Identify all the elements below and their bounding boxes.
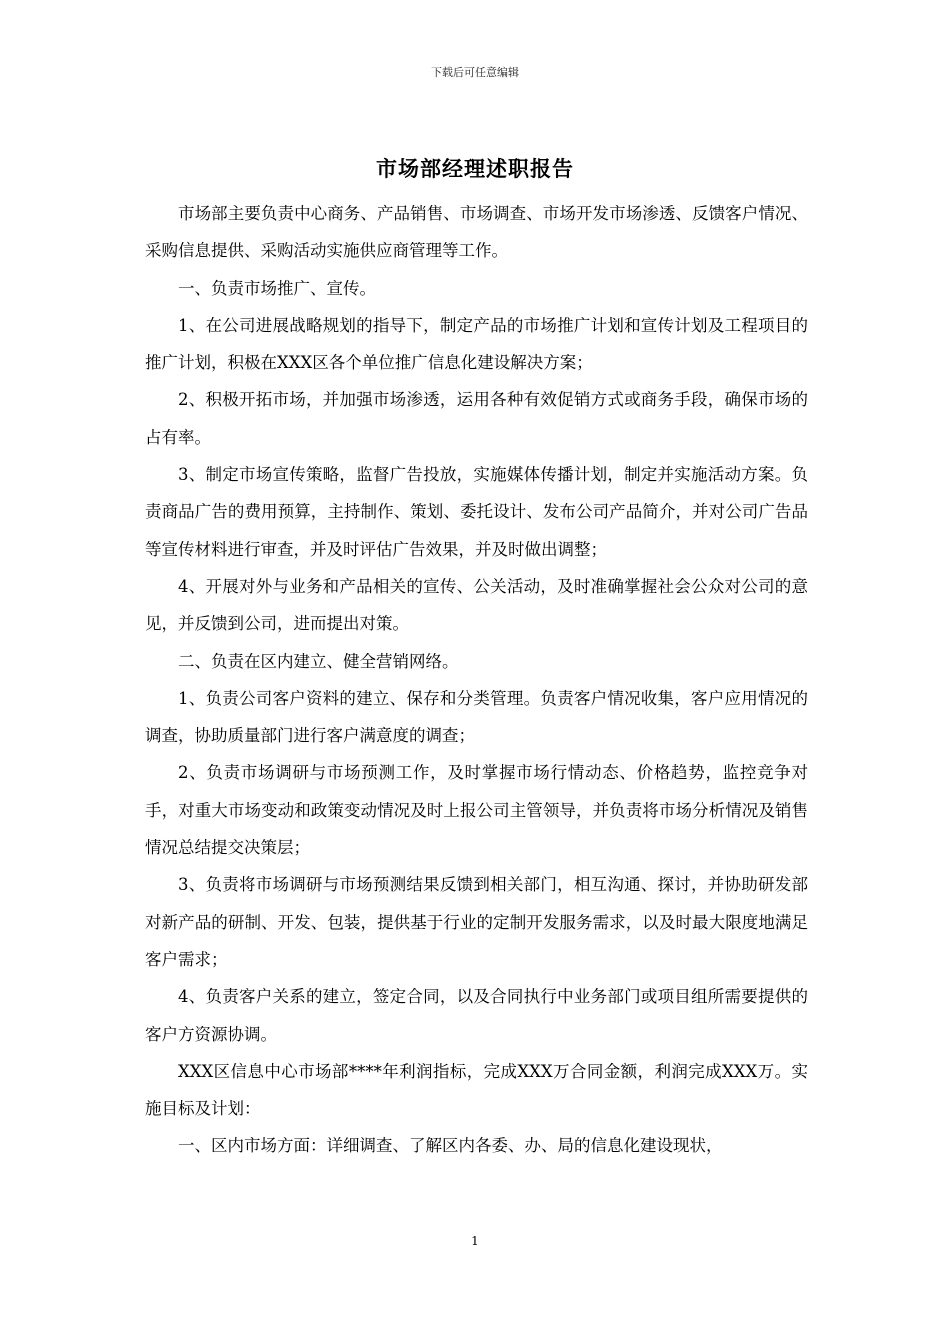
paragraph-section-2-heading: 二、负责在区内建立、健全营销网络。 [178,651,459,671]
document-title: 市场部经理述职报告 [376,156,574,181]
paragraph-section-2-item-3: 3、负责将市场调研与市场预测结果反馈到相关部门，相互沟通、探讨，并协助研发部对新产品的研制、开发、包装，提供基于行业的定制开发服务需求，以及时最大限度地满足客户需求； [145,875,808,969]
paragraph-targets: XXX区信息中心市场部****年利润指标，完成XXX万合同金额，利润完成XXX万。实施目标及计划： [145,1061,808,1119]
paragraph-section-1-heading: 一、负责市场推广、宣传。 [178,278,376,298]
paragraph-intro: 市场部主要负责中心商务、产品销售、市场调查、市场开发市场渗透、反馈客户情况、采购信息提供、采购活动实施供应商管理等工作。 [145,204,808,261]
page-header-note: 下载后可任意编辑 [431,66,519,79]
paragraph-plan-item-1: 一、区内市场方面：详细调查、了解区内各委、办、局的信息化建设现状， [178,1136,723,1156]
paragraph-section-1-item-1: 1、在公司进展战略规划的指导下，制定产品的市场推广计划和宣传计划及工程项目的推广计划，积极在XXX区各个单位推广信息化建设解决方案； [145,315,808,373]
paragraph-section-1-item-3: 3、制定市场宣传策略，监督广告投放，实施媒体传播计划，制定并实施活动方案。负责商品广告的费用预算，主持制作、策划、委托设计、发布公司产品简介，并对公司广告品等宣传材料进行审查，并及时评估广告效果，并及时做出调整； [145,465,808,559]
document-body [145,195,808,1165]
page-number: 1 [471,1234,479,1248]
paragraph-section-2-item-4: 4、负责客户关系的建立，签定合同，以及合同执行中业务部门或项目组所需要提供的客户方资源协调。 [145,987,808,1044]
paragraph-section-2-item-2: 2、负责市场调研与市场预测工作，及时掌握市场行情动态、价格趋势，监控竞争对手，对重大市场变动和政策变动情况及时上报公司主管领导，并负责将市场分析情况及销售情况总结提交决策层； [145,763,808,858]
paragraph-section-2-item-1: 1、负责公司客户资料的建立、保存和分类管理。负责客户情况收集，客户应用情况的调查，协助质量部门进行客户满意度的调查； [145,688,808,746]
paragraph-section-1-item-4: 4、开展对外与业务和产品相关的宣传、公关活动，及时准确掌握社会公众对公司的意见，并反馈到公司，进而提出对策。 [145,576,808,634]
paragraph-section-1-item-2: 2、积极开拓市场，并加强市场渗透，运用各种有效促销方式或商务手段，确保市场的占有率。 [145,390,808,447]
